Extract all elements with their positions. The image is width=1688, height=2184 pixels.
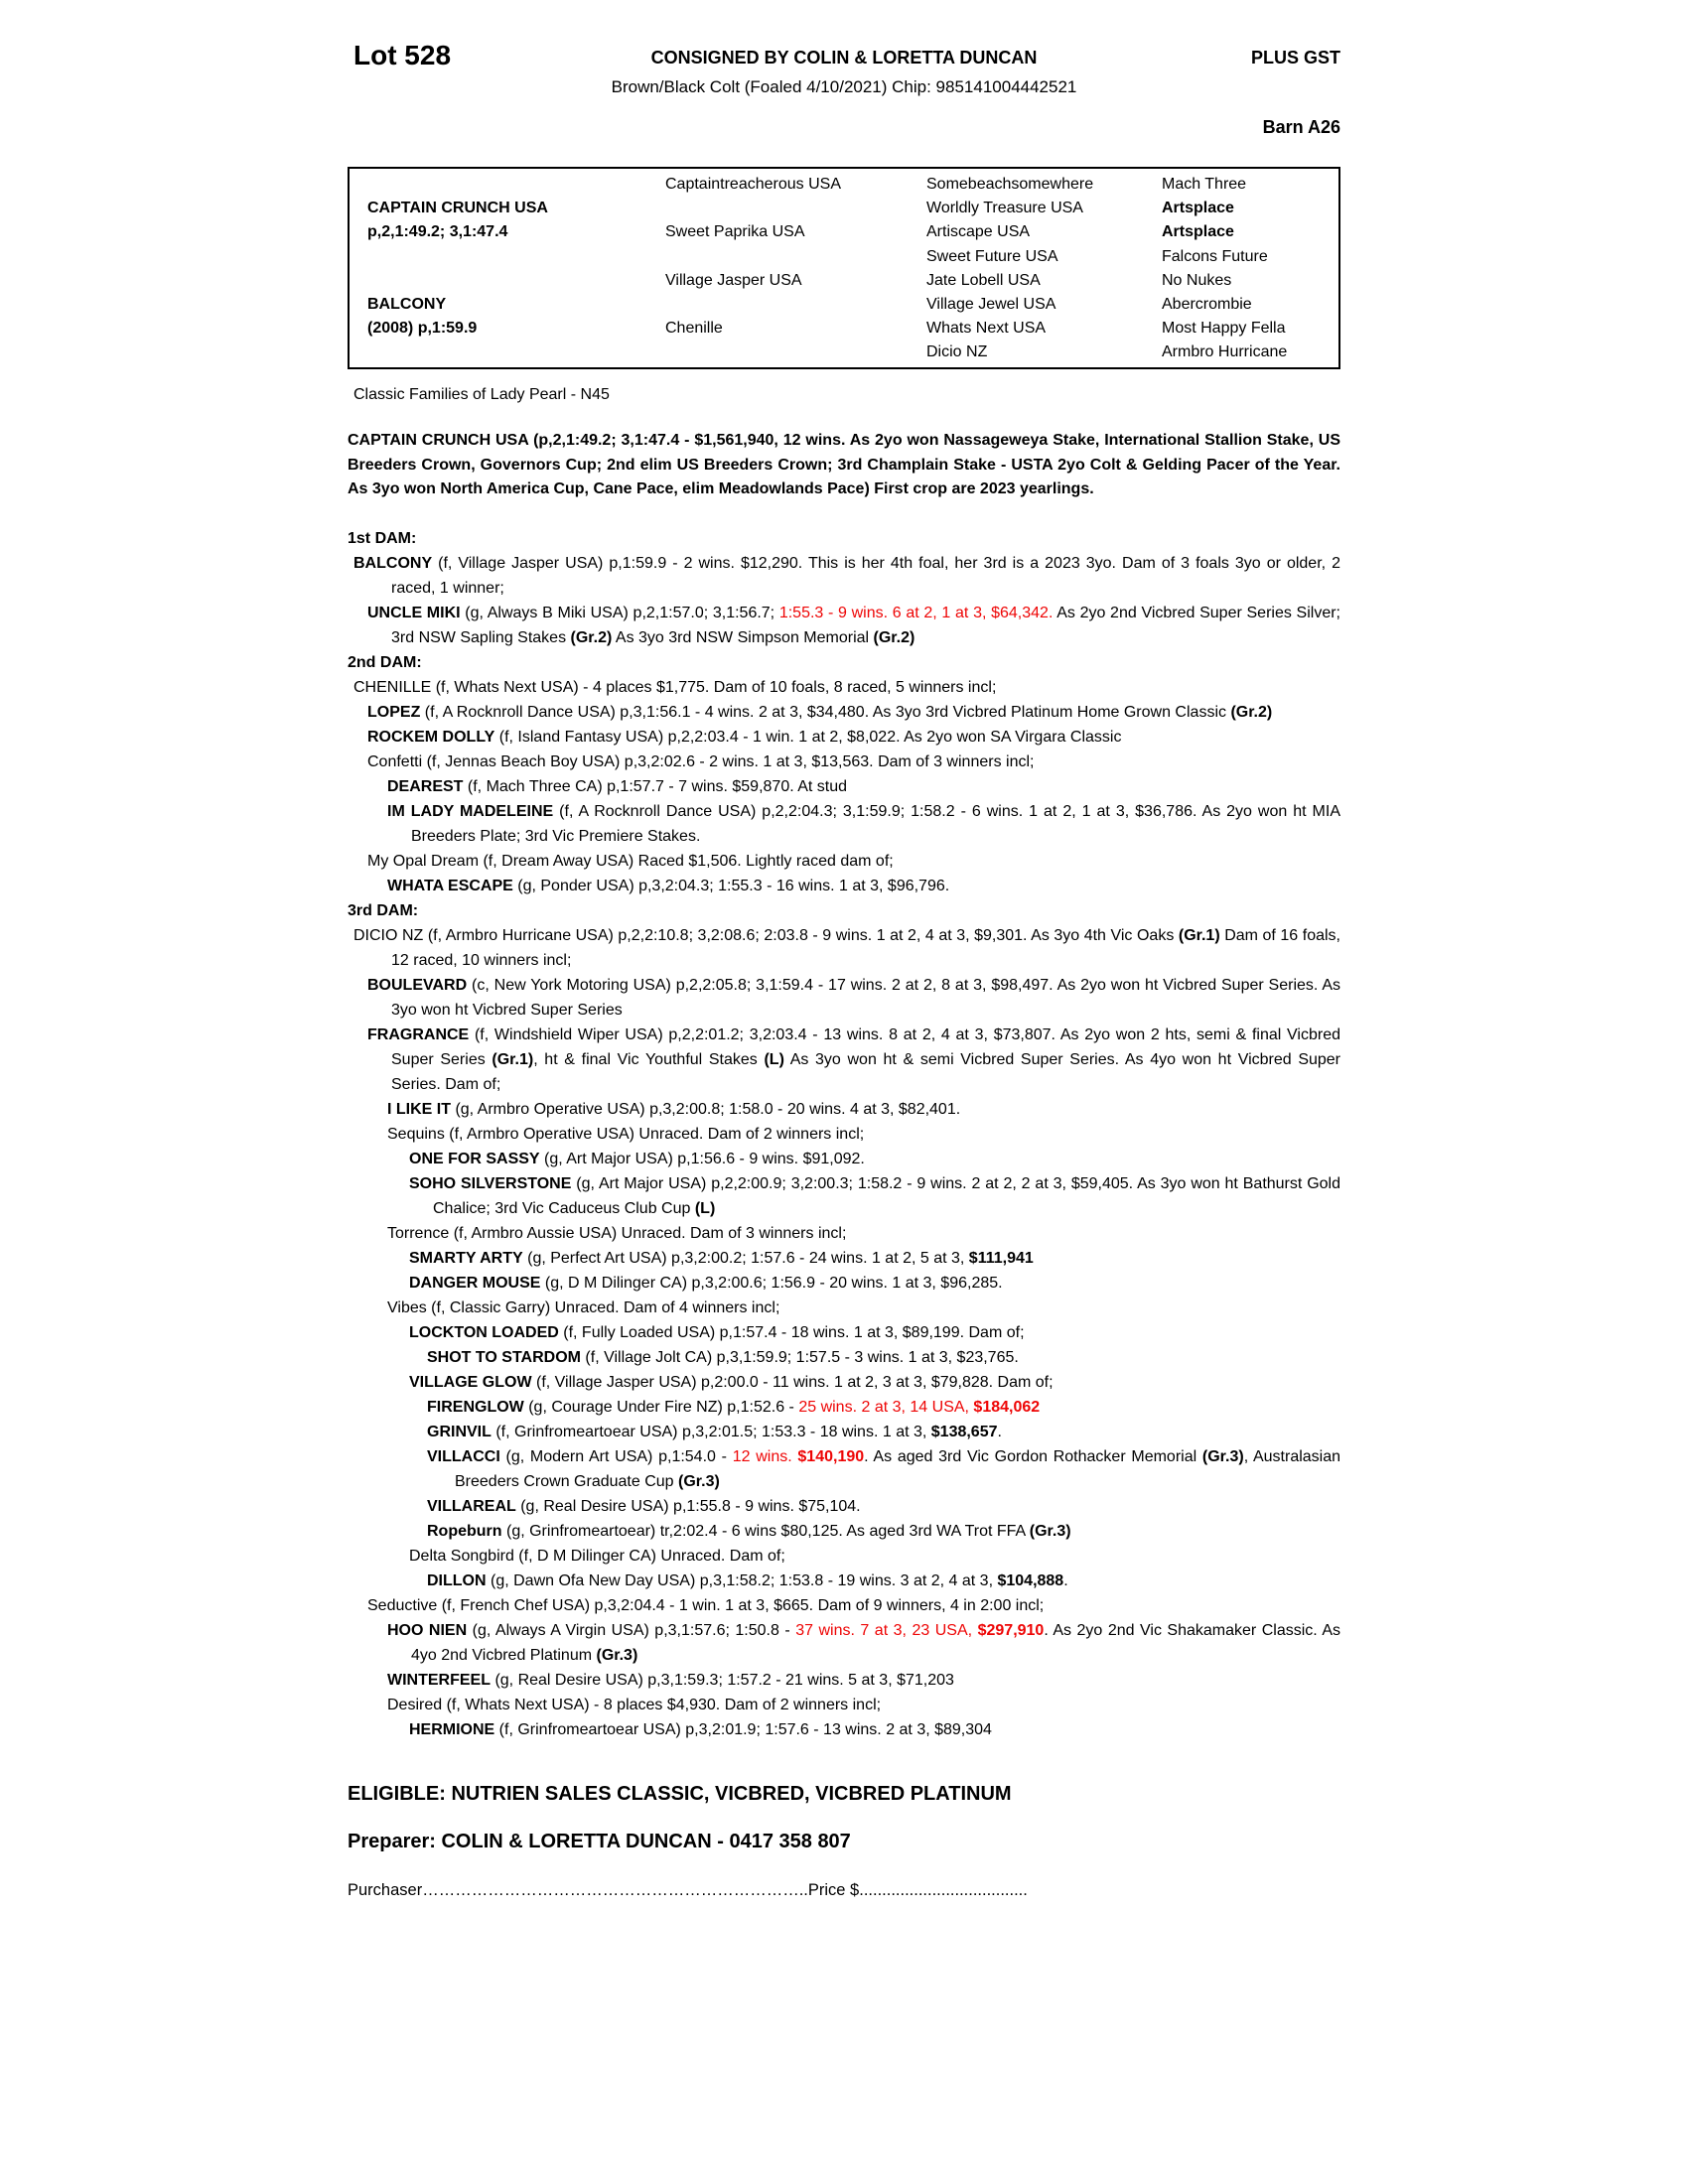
- entry-my-opal-dream: My Opal Dream (f, Dream Away USA) Raced $1,506. Lightly raced dam of;: [367, 852, 894, 870]
- entry-shot-to-stardom: SHOT TO STARDOM (f, Village Jolt CA) p,3,1:59.9; 1:57.5 - 3 wins. 1 at 3, $23,765.: [427, 1348, 1019, 1366]
- entry-seductive: Seductive (f, French Chef USA) p,3,2:04.4 - 1 win. 1 at 3, $665. Dam of 9 winners, 4 in 2:00 incl;: [367, 1596, 1045, 1614]
- pedigree-cell: Armbro Hurricane: [1162, 343, 1288, 361]
- heading-1st-dam: 1st DAM:: [348, 529, 417, 547]
- entry-village-glow: VILLAGE GLOW (f, Village Jasper USA) p,2:00.0 - 11 wins. 1 at 2, 3 at 3, $79,828. Dam of;: [409, 1373, 1054, 1391]
- price-dotted-leader: .....................................: [859, 1880, 1028, 1899]
- eligibility-line: ELIGIBLE: NUTRIEN SALES CLASSIC, VICBRED, VICBRED PLATINUM: [348, 1782, 1012, 1805]
- preparer-line: Preparer: COLIN & LORETTA DUNCAN - 0417 358 807: [348, 1830, 851, 1852]
- pedigree-cell: CAPTAIN CRUNCH USA: [367, 200, 548, 217]
- pedigree-cell: Sweet Future USA: [926, 247, 1058, 265]
- pedigree-cell: Captaintreacherous USA: [665, 176, 841, 193]
- purchaser-dotted-leader: ……………………………………………………………..: [422, 1880, 808, 1899]
- entry-whata-escape: WHATA ESCAPE (g, Ponder USA) p,3,2:04.3; 1:55.3 - 16 wins. 1 at 3, $96,796.: [387, 877, 950, 894]
- price-label: Price $: [807, 1880, 860, 1899]
- pedigree-cell: BALCONY: [367, 296, 447, 313]
- pedigree-cell: Most Happy Fella: [1162, 320, 1286, 338]
- pedigree-cell: Whats Next USA: [926, 320, 1047, 338]
- pedigree-cell: Dicio NZ: [926, 343, 988, 361]
- entry-rockem-dolly: ROCKEM DOLLY (f, Island Fantasy USA) p,2,2:03.4 - 1 win. 1 at 2, $8,022. As 2yo won SA Virgara Classic: [367, 728, 1122, 746]
- pedigree-cell: Mach Three: [1162, 176, 1247, 193]
- entry-lockton-loaded: LOCKTON LOADED (f, Fully Loaded USA) p,1:57.4 - 18 wins. 1 at 3, $89,199. Dam of;: [409, 1323, 1025, 1341]
- consignor-line: CONSIGNED BY COLIN & LORETTA DUNCAN: [650, 48, 1038, 68]
- pedigree-cell: Sweet Paprika USA: [665, 223, 805, 241]
- entry-chenille: CHENILLE (f, Whats Next USA) - 4 places $1,775. Dam of 10 foals, 8 raced, 5 winners incl;: [353, 678, 997, 696]
- pedigree-cell: Abercrombie: [1162, 296, 1252, 313]
- pedigree-cell: Artsplace: [1162, 223, 1234, 241]
- family-note: Classic Families of Lady Pearl - N45: [353, 386, 610, 403]
- pedigree-cell: (2008) p,1:59.9: [367, 320, 478, 338]
- entry-fragrance: FRAGRANCE (f, Windshield Wiper USA) p,2,2:01.2; 3,2:03.4 - 13 wins. 8 at 2, 4 at 3, $73,807. As 2yo won 2 hts, semi & final Vicbred Super Series (Gr.1), ht & final Vic Youthful Stakes (L) As 3yo won ht & semi Vicbred Super Series. As 4yo won ht Vicbred Super Series. Dam of;: [367, 1025, 1341, 1093]
- entry-uncle-miki: UNCLE MIKI (g, Always B Miki USA) p,2,1:57.0; 3,1:56.7; 1:55.3 - 9 wins. 6 at 2, 1 at 3, $64,342. As 2yo 2nd Vicbred Super Series Silver; 3rd NSW Sapling Stakes (Gr.2) As 3yo 3rd NSW Simpson Memorial (Gr.2): [367, 604, 1340, 646]
- pedigree-cell: p,2,1:49.2; 3,1:47.4: [367, 223, 508, 241]
- entry-danger-mouse: DANGER MOUSE (g, D M Dilinger CA) p,3,2:00.6; 1:56.9 - 20 wins. 1 at 3, $96,285.: [409, 1274, 1003, 1292]
- pedigree-cell: Somebeachsomewhere: [926, 176, 1094, 193]
- pedigree-cell: Jate Lobell USA: [926, 271, 1041, 289]
- entry-hermione: HERMIONE (f, Grinfromeartoear USA) p,3,2:01.9; 1:57.6 - 13 wins. 2 at 3, $89,304: [409, 1720, 992, 1738]
- entry-smarty-arty: SMARTY ARTY (g, Perfect Art USA) p,3,2:00.2; 1:57.6 - 24 wins. 1 at 2, 5 at 3, $111,941: [409, 1249, 1034, 1267]
- sire-summary: CAPTAIN CRUNCH USA (p,2,1:49.2; 3,1:47.4 - $1,561,940, 12 wins. As 2yo won Nassageweya Stake, International Stallion Stake, US Breeders Crown, Governors Cup; 2nd elim US Breeders Crown; 3rd Champlain Stake - USTA 2yo Colt & Gelding Pacer of the Year. As 3yo won North America Cup, Cane Pace, elim Meadowlands Pace) First crop are 2023 yearlings.: [348, 432, 1340, 497]
- pedigree-cell: Village Jasper USA: [665, 271, 802, 289]
- purchaser-price-line: [348, 1878, 1340, 1903]
- heading-3rd-dam: 3rd DAM:: [348, 901, 419, 919]
- entry-ropeburn: Ropeburn (g, Grinfromeartoear) tr,2:02.4 - 6 wins $80,125. As aged 3rd WA Trot FFA (Gr.3): [427, 1522, 1071, 1540]
- entry-delta-songbird: Delta Songbird (f, D M Dilinger CA) Unraced. Dam of;: [409, 1547, 785, 1565]
- heading-2nd-dam: 2nd DAM:: [348, 653, 422, 671]
- pedigree-table: [348, 167, 1340, 369]
- pedigree-cell: No Nukes: [1162, 271, 1232, 289]
- barn-number: Barn A26: [1262, 117, 1340, 137]
- pedigree-entries: [348, 526, 1340, 1742]
- entry-balcony: BALCONY (f, Village Jasper USA) p,1:59.9 - 2 wins. $12,290. This is her 4th foal, her 3rd is a 2023 3yo. Dam of 3 foals 3yo or older, 2 raced, 1 winner;: [353, 554, 1340, 597]
- entry-grinvil: GRINVIL (f, Grinfromeartoear USA) p,3,2:01.5; 1:53.3 - 18 wins. 1 at 3, $138,657.: [427, 1423, 1002, 1440]
- entry-boulevard: BOULEVARD (c, New York Motoring USA) p,2,2:05.8; 3,1:59.4 - 17 wins. 2 at 2, 8 at 3, $98,497. As 2yo won ht Vicbred Super Series. As 3yo won ht Vicbred Super Series: [367, 976, 1340, 1019]
- entry-villareal: VILLAREAL (g, Real Desire USA) p,1:55.8 - 9 wins. $75,104.: [427, 1497, 861, 1515]
- entry-soho-silverstone: SOHO SILVERSTONE (g, Art Major USA) p,2,2:00.9; 3,2:00.3; 1:58.2 - 9 wins. 2 at 2, 2 at 3, $59,405. As 3yo won ht Bathurst Gold Chalice; 3rd Vic Caduceus Club Cup (L): [409, 1174, 1340, 1217]
- entry-sequins: Sequins (f, Armbro Operative USA) Unraced. Dam of 2 winners incl;: [387, 1125, 865, 1143]
- entry-lopez: LOPEZ (f, A Rocknroll Dance USA) p,3,1:56.1 - 4 wins. 2 at 3, $34,480. As 3yo 3rd Vicbred Platinum Home Grown Classic (Gr.2): [367, 703, 1273, 721]
- pedigree-cell: Worldly Treasure USA: [926, 200, 1083, 217]
- pedigree-cell: Village Jewel USA: [926, 296, 1056, 313]
- entry-desired: Desired (f, Whats Next USA) - 8 places $4,930. Dam of 2 winners incl;: [387, 1696, 882, 1713]
- entry-torrence: Torrence (f, Armbro Aussie USA) Unraced. Dam of 3 winners incl;: [387, 1224, 847, 1242]
- entry-one-for-sassy: ONE FOR SASSY (g, Art Major USA) p,1:56.6 - 9 wins. $91,092.: [409, 1150, 865, 1167]
- pedigree-body: [348, 382, 1340, 1903]
- entry-villacci: VILLACCI (g, Modern Art USA) p,1:54.0 - 12 wins. $140,190. As aged 3rd Vic Gordon Rothacker Memorial (Gr.3), Australasian Breeders Crown Graduate Cup (Gr.3): [427, 1447, 1341, 1490]
- foal-description: Brown/Black Colt (Foaled 4/10/2021) Chip: 985141004442521: [611, 77, 1077, 96]
- entry-im-lady-madeleine: IM LADY MADELEINE (f, A Rocknroll Dance USA) p,2,2:04.3; 3,1:59.9; 1:58.2 - 6 wins. 1 at 2, 1 at 3, $36,786. As 2yo won ht MIA Breeders Plate; 3rd Vic Premiere Stakes.: [387, 802, 1341, 845]
- pedigree-cell: Chenille: [665, 320, 723, 338]
- entry-winterfeel: WINTERFEEL (g, Real Desire USA) p,3,1:59.3; 1:57.2 - 21 wins. 5 at 3, $71,203: [387, 1671, 954, 1689]
- gst-note: PLUS GST: [1250, 48, 1340, 68]
- entry-dillon: DILLON (g, Dawn Ofa New Day USA) p,3,1:58.2; 1:53.8 - 19 wins. 3 at 2, 4 at 3, $104,888.: [427, 1571, 1068, 1589]
- entry-firenglow: FIRENGLOW (g, Courage Under Fire NZ) p,1:52.6 - 25 wins. 2 at 3, 14 USA, $184,062: [427, 1398, 1041, 1416]
- entry-i-like-it: I LIKE IT (g, Armbro Operative USA) p,3,2:00.8; 1:58.0 - 20 wins. 4 at 3, $82,401.: [387, 1100, 961, 1118]
- pedigree-cell: Artsplace: [1162, 200, 1234, 217]
- purchaser-label: Purchaser: [348, 1880, 423, 1899]
- entry-dearest: DEAREST (f, Mach Three CA) p,1:57.7 - 7 wins. $59,870. At stud: [387, 777, 848, 795]
- lot-number: Lot 528: [353, 40, 452, 70]
- entry-hoo-nien: HOO NIEN (g, Always A Virgin USA) p,3,1:57.6; 1:50.8 - 37 wins. 7 at 3, 23 USA, $297,910. As 2yo 2nd Vic Shakamaker Classic. As 4yo 2nd Vicbred Platinum (Gr.3): [387, 1621, 1341, 1664]
- entry-vibes: Vibes (f, Classic Garry) Unraced. Dam of 4 winners incl;: [387, 1298, 780, 1316]
- entry-confetti: Confetti (f, Jennas Beach Boy USA) p,3,2:02.6 - 2 wins. 1 at 3, $13,563. Dam of 3 winners incl;: [367, 752, 1035, 770]
- entry-dicio: DICIO NZ (f, Armbro Hurricane USA) p,2,2:10.8; 3,2:08.6; 2:03.8 - 9 wins. 1 at 2, 4 at 3, $9,301. As 3yo 4th Vic Oaks (Gr.1) Dam of 16 foals, 12 raced, 10 winners incl;: [353, 926, 1340, 969]
- pedigree-cell: Falcons Future: [1162, 247, 1268, 265]
- pedigree-cell: Artiscape USA: [926, 223, 1031, 241]
